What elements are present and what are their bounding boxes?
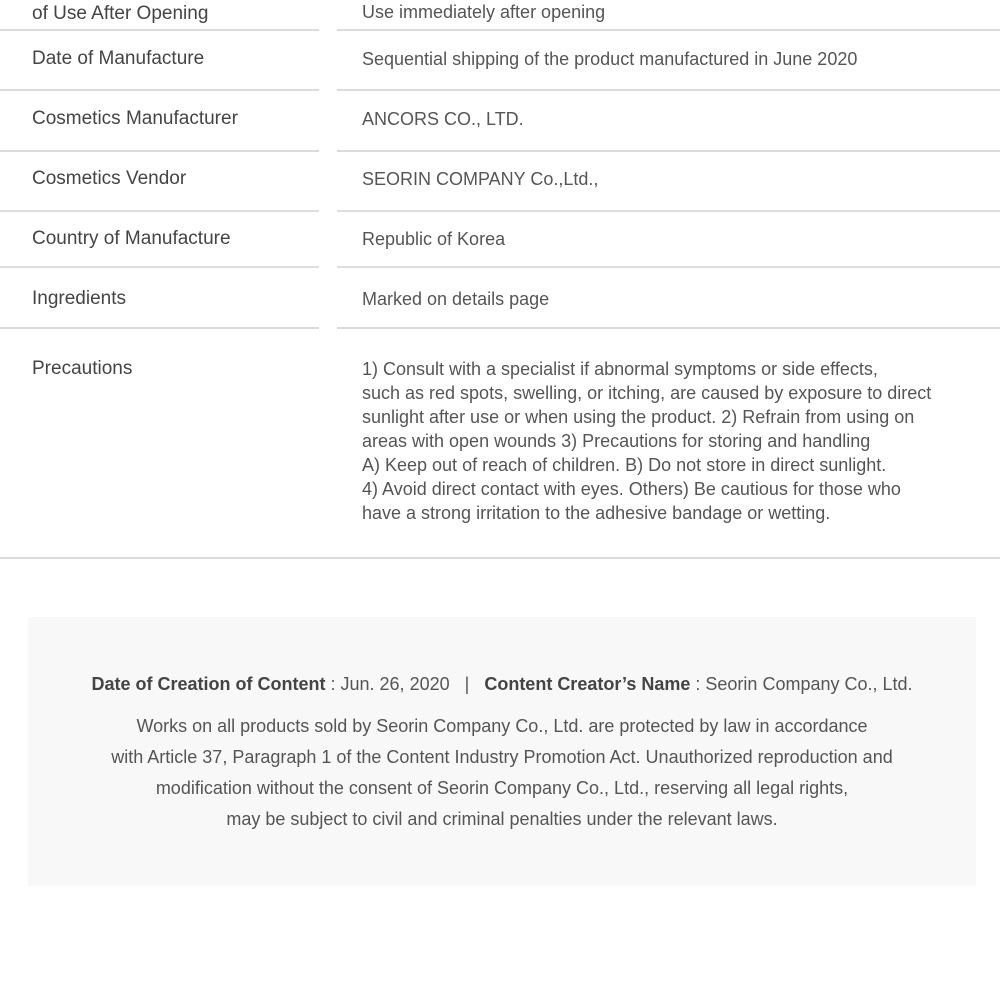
precautions-line: A) Keep out of reach of children. B) Do not store in direct sunlight.	[362, 455, 887, 475]
precautions-line: areas with open wounds 3) Precautions for storing and handling	[362, 431, 871, 451]
notice-line: modification without the consent of Seorin Company Co., Ltd., reserving all legal rights,	[155, 778, 849, 798]
row-divider	[337, 210, 1000, 212]
row-label-country-of-manufacture: Country of Manufacture	[32, 228, 231, 249]
content-creation-info	[28, 671, 976, 697]
row-divider	[0, 327, 319, 329]
row-value-cosmetics-vendor: SEORIN COMPANY Co.,Ltd.,	[362, 169, 599, 189]
row-divider	[0, 29, 319, 31]
row-divider	[337, 266, 1000, 268]
row-divider	[337, 29, 1000, 31]
row-value-cosmetics-manufacturer: ANCORS CO., LTD.	[362, 109, 524, 129]
row-label-precautions: Precautions	[32, 358, 133, 379]
creator-name-label: Content Creator’s Name	[484, 674, 691, 694]
precautions-line: 1) Consult with a specialist if abnormal symptoms or side effects,	[362, 359, 878, 379]
row-label-date-of-manufacture: Date of Manufacture	[32, 48, 205, 69]
row-divider	[337, 150, 1000, 152]
row-value-date-of-manufacture: Sequential shipping of the product manufactured in June 2020	[362, 49, 858, 69]
table-bottom-divider	[0, 557, 1000, 559]
creator-name-value-wrap: : Seorin Company Co., Ltd.	[695, 674, 913, 694]
row-label-cosmetics-manufacturer: Cosmetics Manufacturer	[32, 108, 238, 129]
precautions-line: 4) Avoid direct contact with eyes. Others) Be cautious for those who	[362, 479, 901, 499]
notice-line: with Article 37, Paragraph 1 of the Content Industry Promotion Act. Unauthorized reproduction and	[111, 747, 893, 767]
row-value-country-of-manufacture: Republic of Korea	[362, 229, 506, 249]
row-label-ingredients: Ingredients	[32, 288, 127, 309]
precautions-line: sunlight after use or when using the product. 2) Refrain from using on	[362, 407, 915, 427]
row-label-use-after-opening: of Use After Opening	[32, 3, 209, 24]
row-divider	[337, 89, 1000, 91]
row-value-ingredients: Marked on details page	[362, 289, 550, 309]
creator-name-value: Seorin Company Co., Ltd.	[705, 674, 913, 694]
row-label-cosmetics-vendor: Cosmetics Vendor	[32, 168, 187, 189]
row-divider	[0, 210, 319, 212]
creation-date-label: Date of Creation of Content	[91, 674, 326, 694]
meta-separator: |	[464, 674, 470, 694]
notice-line: Works on all products sold by Seorin Company Co., Ltd. are protected by law in accordance	[136, 716, 868, 736]
creation-date-value: Jun. 26, 2020	[340, 674, 450, 694]
row-divider	[0, 89, 319, 91]
precautions-line: have a strong irritation to the adhesive bandage or wetting.	[362, 503, 831, 523]
creation-date-value-wrap: : Jun. 26, 2020	[330, 674, 450, 694]
row-divider	[0, 266, 319, 268]
copyright-notice-box	[28, 617, 976, 886]
notice-line: may be subject to civil and criminal penalties under the relevant laws.	[226, 809, 778, 829]
row-divider	[0, 150, 319, 152]
row-value-use-after-opening: Use immediately after opening	[362, 2, 606, 22]
precautions-line: such as red spots, swelling, or itching, are caused by exposure to direct	[362, 383, 932, 403]
copyright-notice-text	[28, 711, 976, 835]
row-value-precautions	[362, 357, 962, 525]
row-divider	[337, 327, 1000, 329]
